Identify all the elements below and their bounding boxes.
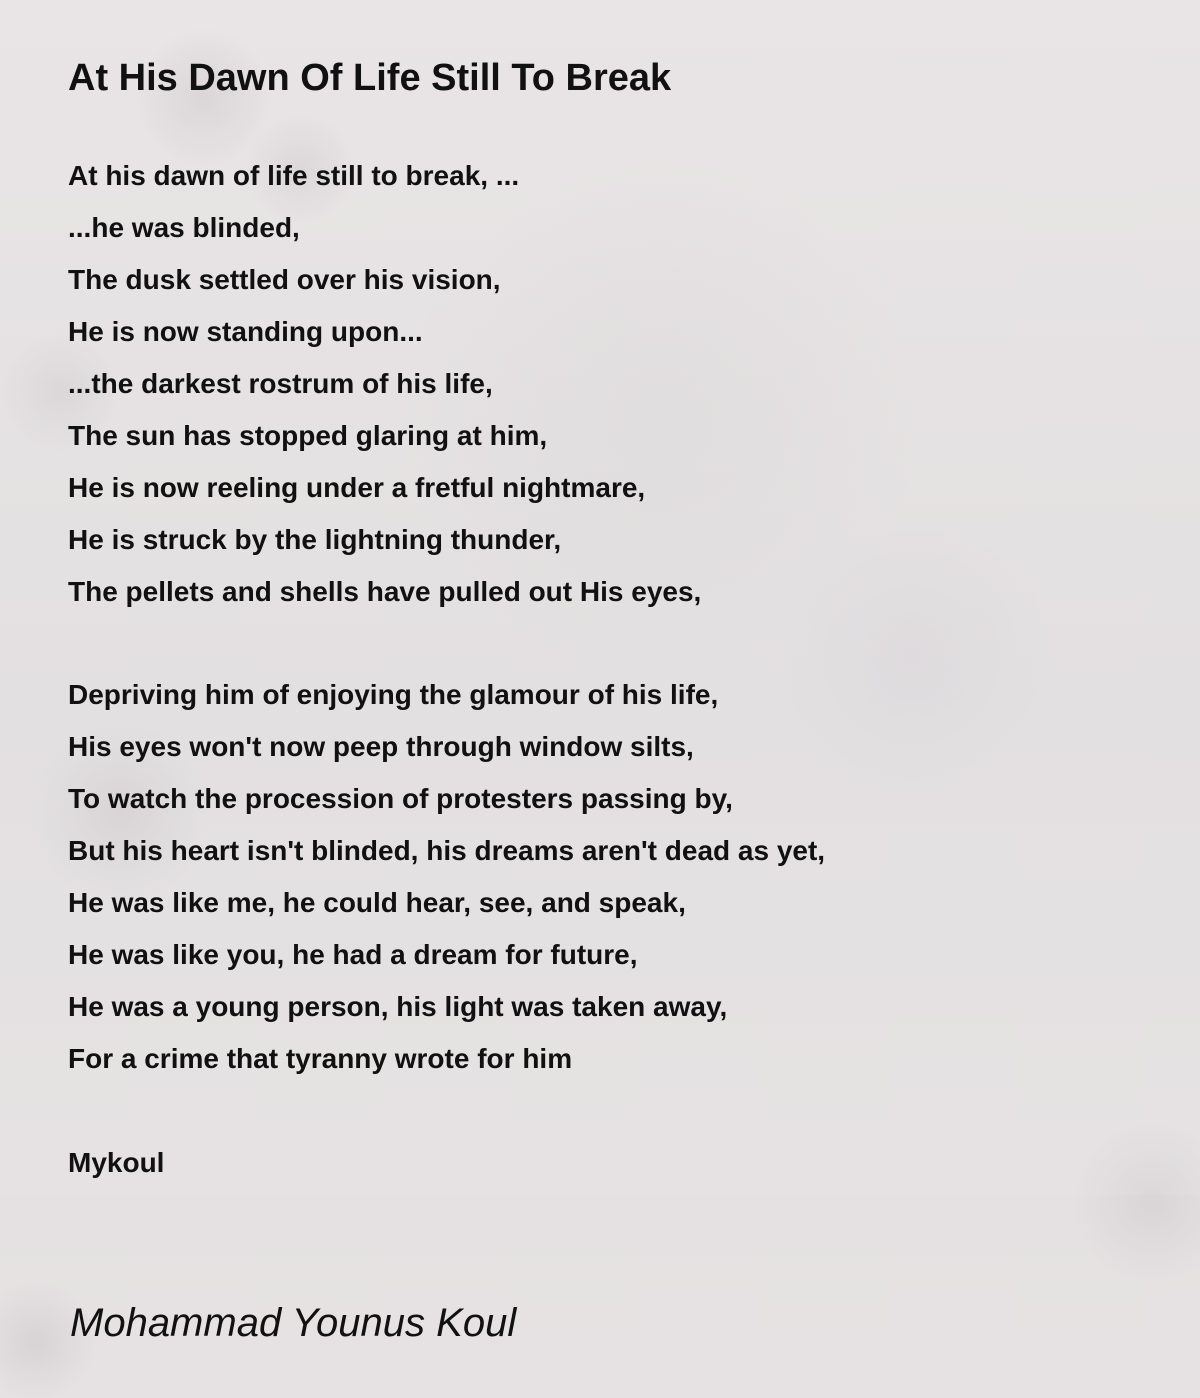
poem-line: At his dawn of life still to break, ... [68, 160, 520, 191]
poem-line: He was a young person, his light was taken away, [68, 991, 728, 1022]
author-name: Mohammad Younus Koul [70, 1301, 517, 1345]
stanza-2 [68, 669, 825, 1085]
poem-line: He is now standing upon... [68, 316, 423, 347]
poem-line: The pellets and shells have pulled out His eyes, [68, 576, 702, 607]
poem-line: But his heart isn't blinded, his dreams aren't dead as yet, [68, 835, 826, 866]
poem-line: For a crime that tyranny wrote for him [68, 1043, 573, 1074]
poem-line: Depriving him of enjoying the glamour of his life, [68, 679, 719, 710]
poem-signature: Mykoul [68, 1147, 165, 1178]
poem-line: He was like me, he could hear, see, and speak, [68, 887, 686, 918]
poem-line: He was like you, he had a dream for future, [68, 939, 638, 970]
poem-line: The sun has stopped glaring at him, [68, 420, 548, 451]
stanza-1 [68, 150, 701, 618]
poem-line: ...the darkest rostrum of his life, [68, 368, 493, 399]
poem-line: The dusk settled over his vision, [68, 264, 501, 295]
poem-line: He is struck by the lightning thunder, [68, 524, 562, 555]
poem-line: His eyes won't now peep through window silts, [68, 731, 694, 762]
poem-line: ...he was blinded, [68, 212, 300, 243]
poem-line: To watch the procession of protesters passing by, [68, 783, 733, 814]
poem-title: At His Dawn Of Life Still To Break [68, 57, 672, 99]
poem-line: He is now reeling under a fretful nightmare, [68, 472, 646, 503]
